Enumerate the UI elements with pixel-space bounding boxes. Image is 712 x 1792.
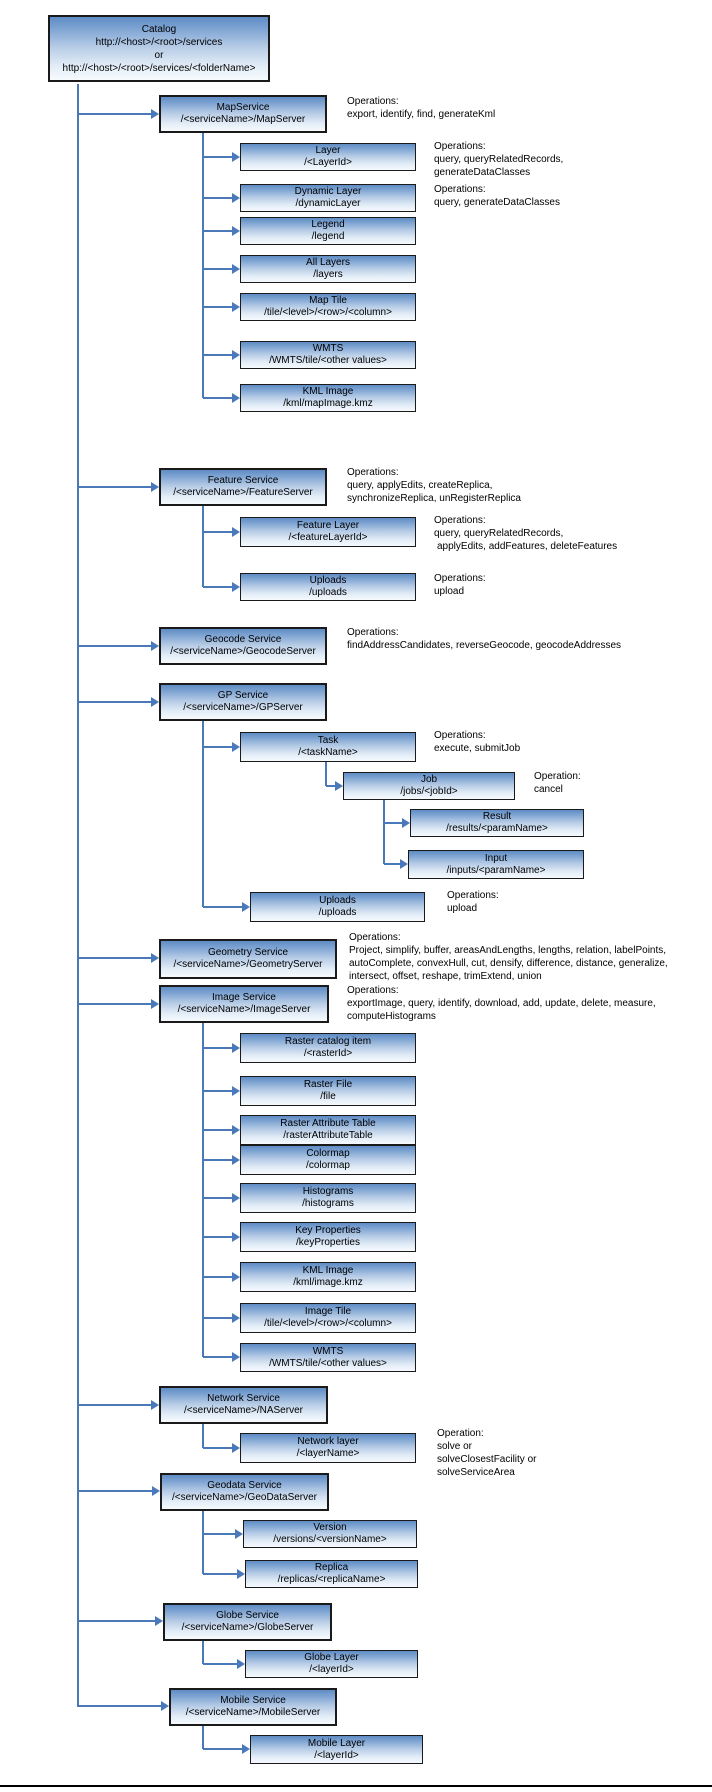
connector-line bbox=[202, 1424, 204, 1448]
node-globe-layer bbox=[245, 1650, 418, 1678]
node-path: /<serviceName>/GPServer bbox=[183, 702, 303, 713]
node-title: Histograms bbox=[302, 1186, 354, 1197]
connector-line bbox=[202, 1726, 204, 1749]
node-title: Network layer bbox=[297, 1436, 359, 1447]
connector-arrow-icon bbox=[151, 109, 159, 119]
ops-label: Operations: bbox=[434, 184, 486, 195]
node-title: Globe Service bbox=[216, 1610, 279, 1621]
node-title: Colormap bbox=[306, 1148, 350, 1159]
ops-label: Operations: bbox=[434, 141, 486, 152]
node-title: Network Service bbox=[207, 1393, 280, 1404]
ops-map-service bbox=[347, 95, 495, 121]
node-path: /tile/<level>/<row>/<column> bbox=[264, 1318, 392, 1329]
connector-arrow-icon bbox=[155, 1616, 163, 1626]
ops-line: query, queryRelatedRecords, bbox=[434, 528, 564, 539]
ops-label: Operation: bbox=[534, 771, 581, 782]
node-image-tile bbox=[240, 1303, 416, 1333]
ops-line: solveClosestFacility or bbox=[437, 1454, 537, 1465]
connector-line bbox=[203, 1236, 232, 1238]
node-histograms bbox=[240, 1183, 416, 1213]
node-key-properties bbox=[240, 1222, 416, 1252]
node-path: /keyProperties bbox=[296, 1237, 360, 1248]
connector-line bbox=[203, 397, 232, 399]
connector-arrow-icon bbox=[232, 582, 240, 592]
node-gp-service bbox=[159, 683, 327, 721]
connector-arrow-icon bbox=[232, 393, 240, 403]
node-title: All Layers bbox=[306, 257, 350, 268]
node-legend bbox=[240, 217, 416, 245]
node-mobile-service bbox=[169, 1688, 337, 1726]
node-path: /tile/<level>/<row>/<column> bbox=[264, 307, 392, 318]
connector-line bbox=[203, 306, 232, 308]
ops-line: solveServiceArea bbox=[437, 1467, 515, 1478]
node-title: MapService bbox=[216, 102, 270, 113]
node-title: Image Tile bbox=[304, 1306, 352, 1317]
connector-line bbox=[203, 1197, 232, 1199]
node-network-layer bbox=[240, 1433, 416, 1463]
node-title: KML Image bbox=[302, 386, 354, 397]
ops-line: execute, submitJob bbox=[434, 743, 521, 754]
connector-arrow-icon bbox=[232, 1155, 240, 1165]
ops-geometry-service bbox=[349, 931, 668, 983]
node-url-folder: http://<host>/<root>/services/<folderName> bbox=[62, 62, 256, 74]
connector-arrow-icon bbox=[232, 1086, 240, 1096]
node-title: Job bbox=[420, 774, 438, 785]
ops-uploads-feature bbox=[434, 572, 486, 598]
node-path: /dynamicLayer bbox=[295, 198, 361, 209]
connector-arrow-icon bbox=[151, 1400, 159, 1410]
ops-job bbox=[534, 770, 581, 796]
connector-line bbox=[77, 84, 79, 1707]
connector-arrow-icon bbox=[151, 953, 159, 963]
node-title: WMTS bbox=[312, 343, 344, 354]
node-title: Replica bbox=[314, 1562, 349, 1573]
node-path: /colormap bbox=[306, 1160, 350, 1171]
node-path: /<layerId> bbox=[309, 1664, 354, 1675]
node-kml-image-image bbox=[240, 1262, 416, 1292]
connector-arrow-icon bbox=[232, 1043, 240, 1053]
node-path: /<serviceName>/MapServer bbox=[180, 114, 306, 125]
node-path: /WMTS/tile/<other values> bbox=[269, 1357, 387, 1369]
connector-arrow-icon bbox=[232, 1125, 240, 1135]
node-path: /<rasterId> bbox=[303, 1048, 353, 1059]
node-all-layers bbox=[240, 255, 416, 283]
connector-line bbox=[383, 800, 385, 864]
connector-arrow-icon bbox=[232, 527, 240, 537]
connector-arrow-icon bbox=[402, 818, 410, 828]
node-task bbox=[240, 732, 416, 762]
node-raster-catalog-item bbox=[240, 1033, 416, 1063]
node-title: Raster File bbox=[303, 1079, 353, 1090]
node-path: /<serviceName>/GeoDataServer bbox=[171, 1492, 318, 1503]
ops-line: Project, simplify, buffer, areasAndLengths, lengths, relation, labelPoints, bbox=[349, 945, 667, 956]
connector-line bbox=[203, 1748, 242, 1750]
node-path: /uploads bbox=[309, 587, 347, 598]
node-path: /<serviceName>/GlobeServer bbox=[181, 1622, 314, 1633]
node-title: Input bbox=[484, 852, 508, 864]
node-path: /uploads bbox=[318, 907, 357, 918]
node-globe-service bbox=[163, 1603, 332, 1641]
connector-line bbox=[202, 1641, 204, 1664]
ops-image-service bbox=[347, 984, 656, 1023]
connector-arrow-icon bbox=[232, 1352, 240, 1362]
node-version bbox=[243, 1520, 417, 1548]
node-path: /kml/image.kmz bbox=[293, 1277, 363, 1288]
node-title: Raster catalog item bbox=[284, 1036, 372, 1047]
node-title: GP Service bbox=[217, 690, 269, 701]
connector-arrow-icon bbox=[232, 1443, 240, 1453]
bottom-divider bbox=[0, 1785, 712, 1787]
node-replica bbox=[245, 1560, 418, 1588]
ops-label: Operations: bbox=[434, 515, 486, 526]
node-path: /WMTS/tile/<other values> bbox=[269, 355, 387, 366]
connector-arrow-icon bbox=[232, 742, 240, 752]
connector-line bbox=[203, 1573, 237, 1575]
connector-line bbox=[203, 1317, 232, 1319]
connector-line bbox=[203, 268, 232, 270]
ops-label: Operations: bbox=[434, 573, 486, 584]
connector-line bbox=[203, 1356, 232, 1358]
node-title: Task bbox=[317, 735, 339, 746]
ops-feature-service bbox=[347, 466, 521, 505]
node-image-service bbox=[159, 985, 329, 1023]
connector-line bbox=[203, 1276, 232, 1278]
connector-arrow-icon bbox=[232, 1272, 240, 1282]
node-title: Legend bbox=[311, 219, 345, 230]
node-dynamic-layer bbox=[240, 184, 416, 212]
connector-line bbox=[203, 156, 232, 158]
connector-line bbox=[325, 762, 327, 786]
node-title: Map Tile bbox=[309, 295, 347, 306]
connector-line bbox=[78, 1003, 151, 1005]
node-title: Globe Layer bbox=[304, 1652, 359, 1663]
connector-line bbox=[203, 1447, 232, 1449]
ops-line: cancel bbox=[534, 784, 563, 795]
connector-arrow-icon bbox=[232, 302, 240, 312]
connector-line bbox=[78, 1705, 161, 1707]
node-title: Feature Layer bbox=[296, 520, 360, 531]
node-path: /<serviceName>/GeometryServer bbox=[173, 959, 323, 970]
node-title: Mobile Service bbox=[220, 1695, 286, 1706]
connector-line bbox=[384, 822, 402, 824]
node-job bbox=[343, 772, 515, 800]
connector-line bbox=[202, 133, 204, 398]
connector-line bbox=[203, 1159, 232, 1161]
connector-line bbox=[203, 1090, 232, 1092]
connector-arrow-icon bbox=[237, 1659, 245, 1669]
connector-line bbox=[78, 486, 151, 488]
connector-line bbox=[78, 1620, 155, 1622]
node-title: Mobile Layer bbox=[307, 1737, 366, 1749]
node-title: Geometry Service bbox=[207, 947, 289, 958]
node-catalog bbox=[48, 15, 270, 82]
node-title: WMTS bbox=[312, 1345, 344, 1357]
ops-uploads-gp bbox=[447, 889, 499, 915]
connector-arrow-icon bbox=[151, 482, 159, 492]
connector-arrow-icon bbox=[161, 1701, 169, 1711]
ops-line: query, generateDataClasses bbox=[434, 197, 560, 208]
node-colormap bbox=[240, 1145, 416, 1175]
node-title: Catalog bbox=[141, 23, 177, 35]
ops-line: synchronizeReplica, unRegisterReplica bbox=[347, 493, 521, 504]
node-geodata-service bbox=[160, 1473, 329, 1511]
node-wmts-image bbox=[240, 1343, 416, 1372]
connector-line bbox=[203, 586, 232, 588]
node-path: /<taskName> bbox=[298, 747, 358, 758]
node-uploads-feature bbox=[240, 573, 416, 601]
connector-arrow-icon bbox=[232, 226, 240, 236]
connector-line bbox=[203, 230, 232, 232]
node-path: /<serviceName>/NAServer bbox=[184, 1405, 303, 1416]
node-path: /histograms bbox=[302, 1198, 354, 1209]
node-feature-layer bbox=[240, 517, 416, 547]
connector-line bbox=[203, 906, 242, 908]
node-wmts-map bbox=[240, 341, 416, 369]
connector-line bbox=[326, 785, 335, 787]
node-path: /jobs/<jobId> bbox=[400, 786, 458, 797]
node-title: Uploads bbox=[309, 575, 347, 586]
connector-arrow-icon bbox=[242, 1744, 250, 1754]
node-path: /kml/mapImage.kmz bbox=[283, 398, 373, 409]
ops-line: findAddressCandidates, reverseGeocode, geocodeAddresses bbox=[347, 640, 622, 651]
node-kml-image-map bbox=[240, 384, 416, 412]
node-path: /versions/<versionName> bbox=[273, 1534, 387, 1545]
connector-line bbox=[203, 1533, 235, 1535]
node-title: KML Image bbox=[302, 1265, 354, 1276]
node-raster-file bbox=[240, 1076, 416, 1106]
node-path: /file bbox=[320, 1091, 336, 1102]
connector-line bbox=[203, 197, 232, 199]
node-path: /results/<paramName> bbox=[446, 823, 548, 834]
node-path: /<serviceName>/GeocodeServer bbox=[170, 646, 316, 657]
connector-line bbox=[78, 1490, 152, 1492]
ops-geocode-service bbox=[347, 626, 621, 652]
ops-line: upload bbox=[434, 586, 465, 597]
ops-label: Operations: bbox=[347, 96, 399, 107]
node-path: /<serviceName>/FeatureServer bbox=[173, 487, 313, 498]
node-raster-attribute-table bbox=[240, 1115, 416, 1145]
node-title: Dynamic Layer bbox=[294, 186, 362, 197]
ops-label: Operations: bbox=[347, 467, 399, 478]
node-path: /<serviceName>/MobileServer bbox=[185, 1707, 321, 1718]
node-path: /<featureLayerId> bbox=[288, 532, 368, 543]
ops-label: Operations: bbox=[347, 985, 399, 996]
connector-line bbox=[78, 645, 151, 647]
connector-arrow-icon bbox=[235, 1529, 243, 1539]
node-layer bbox=[240, 143, 416, 171]
ops-line: autoComplete, convexHull, cut, densify, difference, distance, generalize, bbox=[349, 958, 668, 969]
connector-arrow-icon bbox=[400, 859, 408, 869]
node-or: or bbox=[154, 49, 164, 61]
node-path: /legend bbox=[311, 231, 345, 242]
connector-arrow-icon bbox=[151, 697, 159, 707]
connector-line bbox=[384, 863, 400, 865]
ops-label: Operations: bbox=[349, 932, 401, 943]
ops-line: export, identify, find, generateKml bbox=[347, 109, 496, 120]
ops-line: generateDataClasses bbox=[434, 167, 531, 178]
ops-label: Operation: bbox=[437, 1428, 484, 1439]
node-title: Layer bbox=[315, 145, 341, 156]
connector-line bbox=[78, 957, 151, 959]
connector-arrow-icon bbox=[242, 902, 250, 912]
node-map-tile bbox=[240, 293, 416, 321]
connector-arrow-icon bbox=[152, 1486, 160, 1496]
connector-line bbox=[203, 1663, 237, 1665]
connector-arrow-icon bbox=[232, 350, 240, 360]
node-title: Uploads bbox=[319, 895, 356, 906]
connector-arrow-icon bbox=[232, 152, 240, 162]
connector-line bbox=[203, 531, 232, 533]
node-input bbox=[408, 850, 584, 879]
connector-arrow-icon bbox=[335, 781, 343, 791]
connector-line bbox=[203, 354, 232, 356]
connector-arrow-icon bbox=[151, 999, 159, 1009]
connector-line bbox=[203, 1047, 232, 1049]
ops-line: exportImage, query, identify, download, add, update, delete, measure, bbox=[347, 998, 656, 1009]
connector-arrow-icon bbox=[232, 1232, 240, 1242]
node-geometry-service bbox=[159, 939, 337, 979]
node-path: /replicas/<replicaName> bbox=[277, 1574, 386, 1585]
connector-line bbox=[202, 721, 204, 907]
connector-arrow-icon bbox=[237, 1569, 245, 1579]
node-result bbox=[410, 809, 584, 837]
connector-line bbox=[203, 1129, 232, 1131]
connector-arrow-icon bbox=[232, 1193, 240, 1203]
connector-line bbox=[202, 1511, 204, 1574]
node-map-service bbox=[159, 95, 327, 133]
node-path: /inputs/<paramName> bbox=[446, 864, 546, 876]
connector-line bbox=[203, 746, 232, 748]
ops-line: upload bbox=[447, 903, 478, 914]
node-title: Raster Attribute Table bbox=[280, 1118, 376, 1129]
ops-task bbox=[434, 729, 520, 755]
ops-layer bbox=[434, 140, 563, 179]
connector-arrow-icon bbox=[232, 1313, 240, 1323]
ops-feature-layer bbox=[434, 514, 617, 553]
node-path: /<layerName> bbox=[296, 1448, 360, 1459]
node-title: Image Service bbox=[212, 992, 276, 1003]
connector-line bbox=[78, 1404, 151, 1406]
node-url: http://<host>/<root>/services bbox=[95, 36, 223, 48]
node-path: /layers bbox=[313, 269, 343, 280]
node-title: Version bbox=[313, 1522, 347, 1533]
ops-line: query, queryRelatedRecords, bbox=[434, 154, 564, 165]
ops-line: solve or bbox=[437, 1441, 473, 1452]
connector-line bbox=[202, 506, 204, 587]
node-uploads-gp bbox=[250, 892, 425, 922]
ops-label: Operations: bbox=[447, 890, 499, 901]
node-path: /rasterAttributeTable bbox=[283, 1130, 373, 1141]
ops-label: Operations: bbox=[347, 627, 399, 638]
node-title: Result bbox=[482, 811, 512, 822]
ops-label: Operations: bbox=[434, 730, 486, 741]
connector-arrow-icon bbox=[232, 264, 240, 274]
node-title: Geodata Service bbox=[207, 1480, 282, 1491]
node-title: Geocode Service bbox=[204, 634, 282, 645]
ops-line: intersect, offset, reshape, trimExtend, union bbox=[349, 971, 542, 982]
ops-line: computeHistograms bbox=[347, 1011, 436, 1022]
connector-arrow-icon bbox=[232, 193, 240, 203]
connector-line bbox=[202, 1023, 204, 1357]
node-feature-service bbox=[159, 468, 327, 506]
node-title: Feature Service bbox=[207, 475, 279, 486]
node-path: /<serviceName>/ImageServer bbox=[177, 1004, 311, 1015]
ops-line: applyEdits, addFeatures, deleteFeatures bbox=[437, 541, 618, 552]
node-path: /<layerId> bbox=[314, 1749, 359, 1761]
node-mobile-layer bbox=[250, 1735, 423, 1764]
connector-line bbox=[78, 113, 151, 115]
connector-arrow-icon bbox=[151, 641, 159, 651]
node-title: Key Properties bbox=[295, 1225, 361, 1236]
ops-line: query, applyEdits, createReplica, bbox=[347, 480, 493, 491]
node-geocode-service bbox=[159, 627, 327, 665]
ops-network-layer bbox=[437, 1427, 536, 1479]
ops-dynamic-layer bbox=[434, 183, 560, 209]
node-network-service bbox=[159, 1386, 328, 1424]
connector-line bbox=[78, 701, 151, 703]
node-path: /<LayerId> bbox=[304, 157, 352, 168]
